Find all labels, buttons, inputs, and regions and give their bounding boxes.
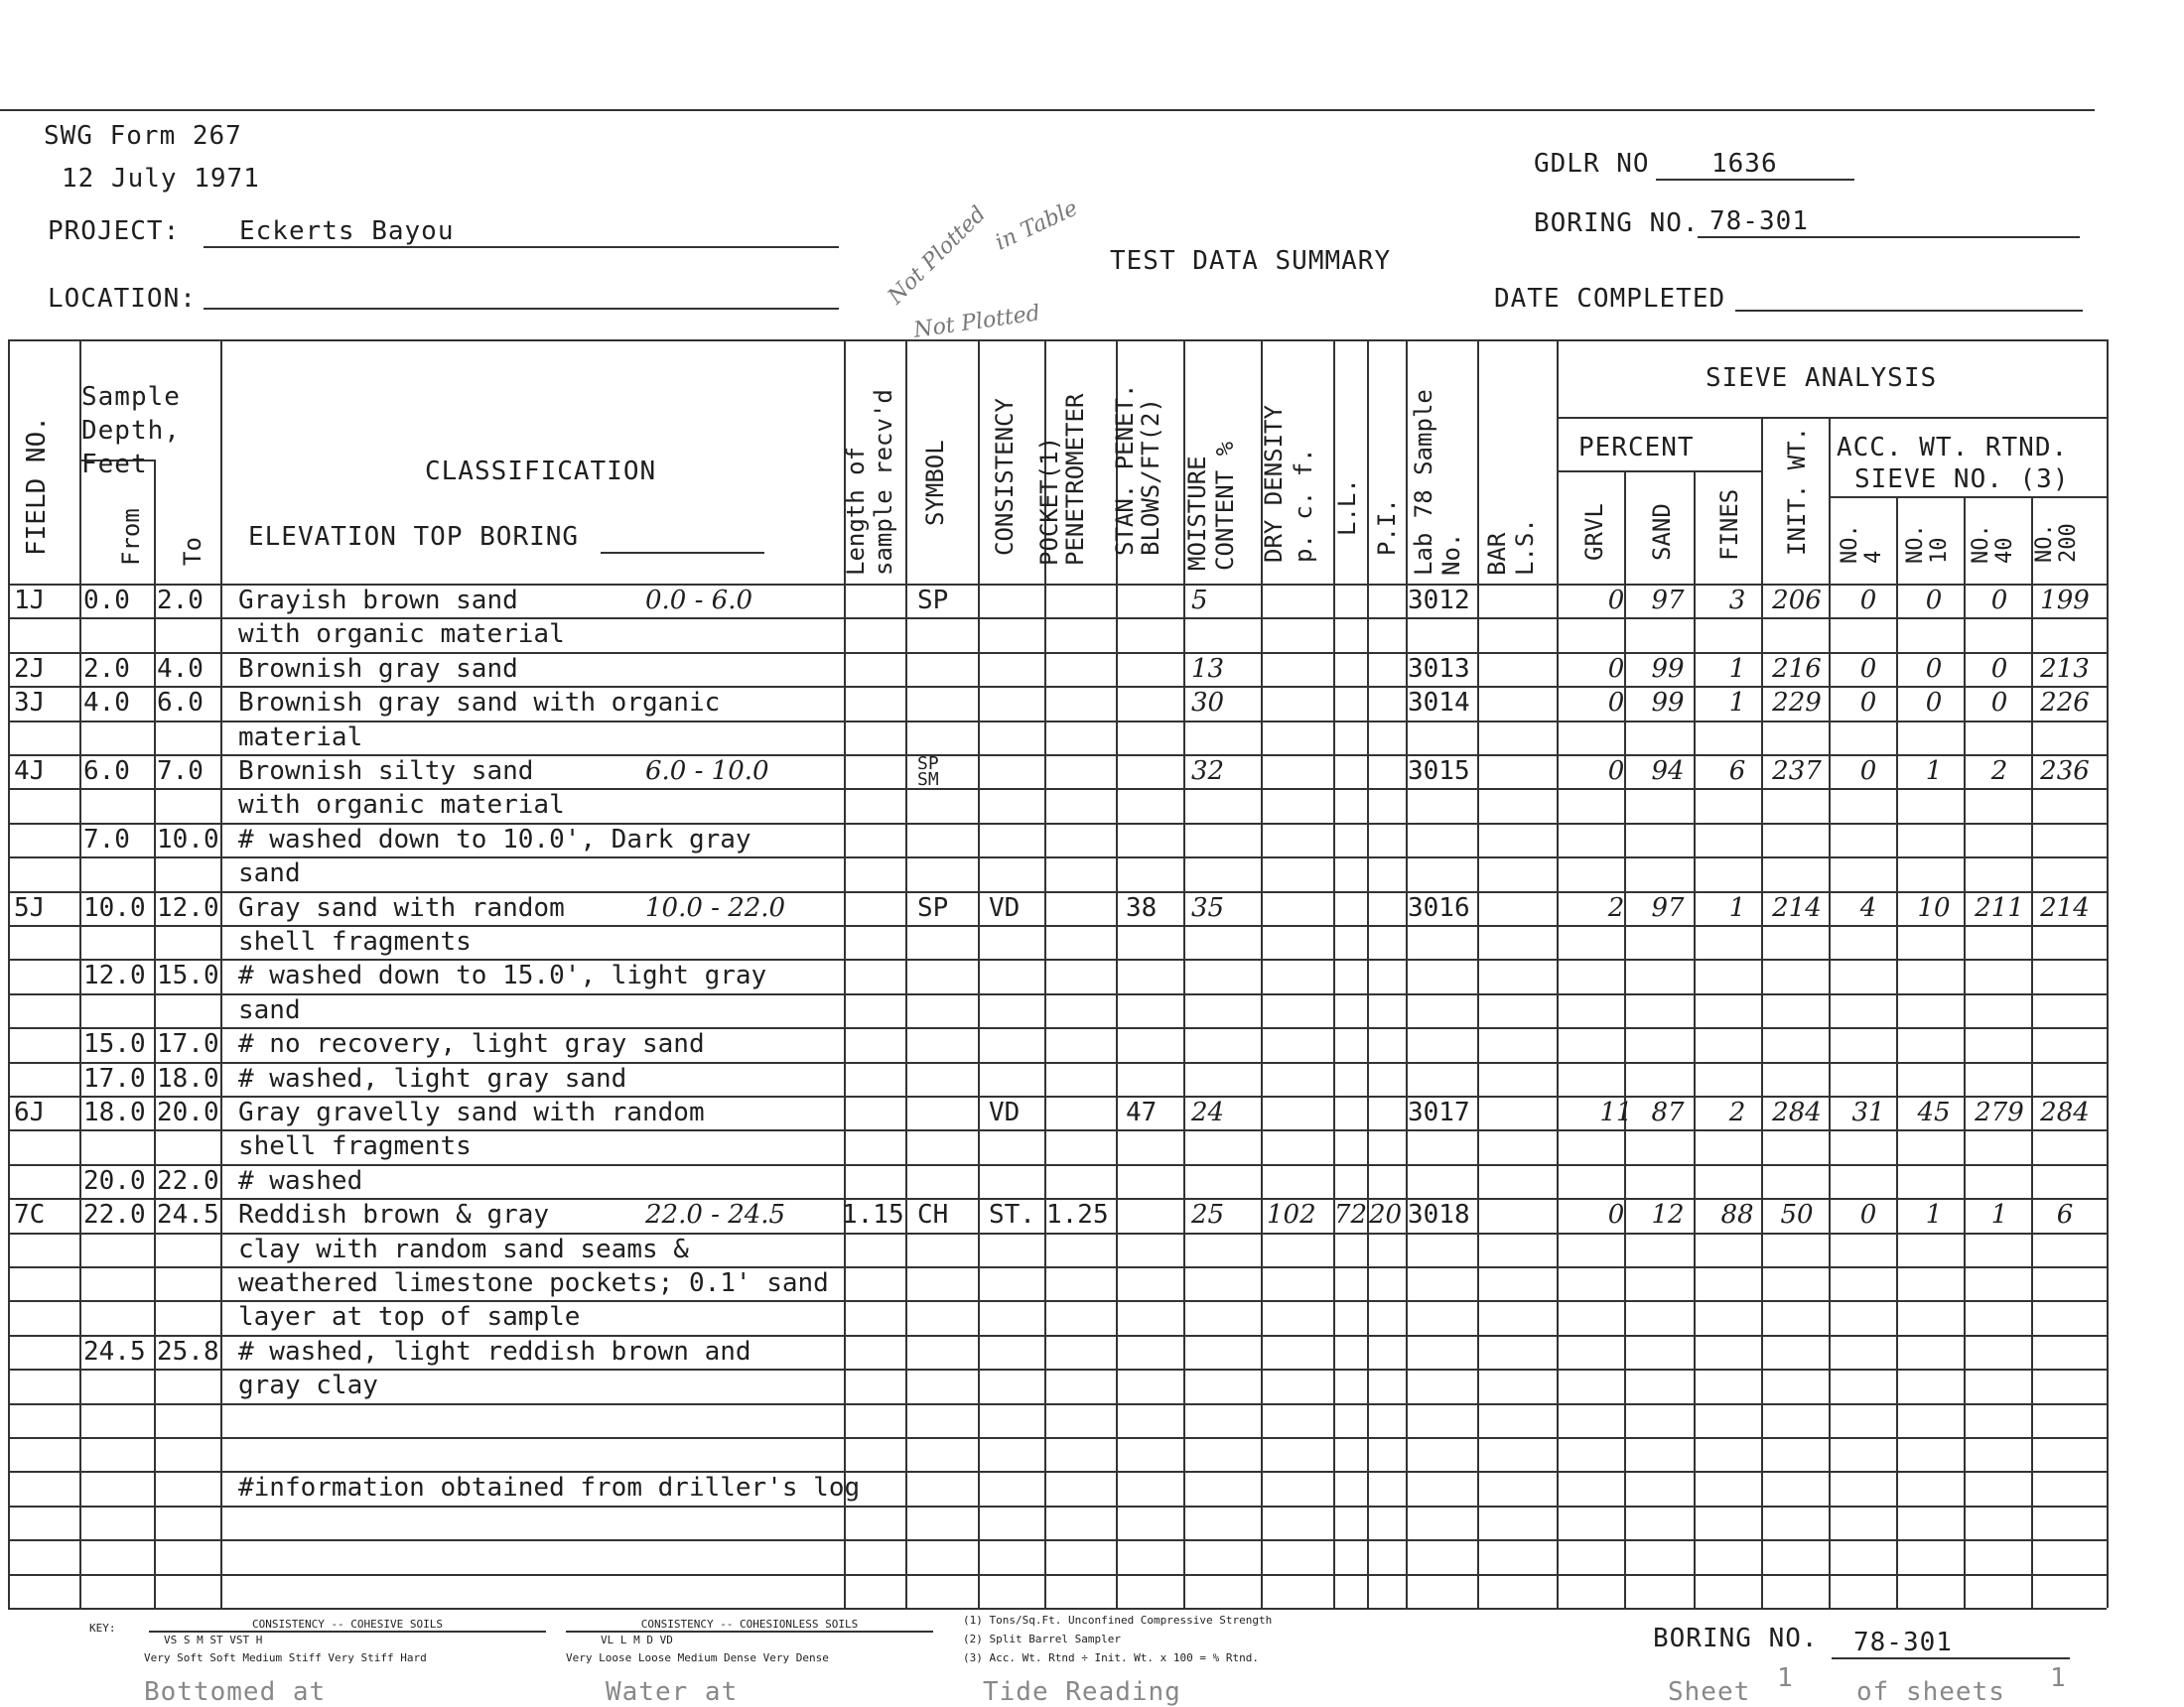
cell-cls: weathered limestone pockets; 0.1' sand (238, 1268, 829, 1298)
handwritten-note: Not Plotted (911, 301, 1042, 343)
header-lab-sample: Lab 78 Sample No. (1410, 389, 1465, 576)
cell-cls: Grayish brown sand (238, 586, 518, 615)
location-line (204, 308, 839, 310)
table-rule (1829, 417, 1831, 1608)
cell-dry: 102 (1267, 1200, 1316, 1231)
table-rule (1367, 339, 1369, 1608)
cell-from: 7.0 (83, 824, 130, 854)
cell-from: 20.0 (83, 1165, 146, 1196)
cell-stan: 47 (1126, 1098, 1158, 1127)
cell-n4: 0 (1859, 1200, 1877, 1231)
cell-depth-range-handwritten: 6.0 - 10.0 (645, 756, 769, 786)
cell-init: 206 (1772, 586, 1822, 615)
handwritten-note: Not Plotted (883, 201, 992, 310)
table-rule (8, 1574, 2107, 1576)
cell-grvl: 0 (1607, 1200, 1625, 1231)
table-rule (1557, 470, 1761, 472)
cell-n40: 279 (1975, 1098, 2024, 1127)
table-rule (1829, 496, 2107, 498)
header-percent: PERCENT (1578, 433, 1695, 462)
cell-cls: # washed, light reddish brown and (238, 1336, 751, 1367)
header-moisture: MOISTURE CONTENT % (1183, 441, 1239, 571)
table-rule (220, 339, 222, 1608)
cell-cls: # washed (238, 1165, 363, 1196)
cell-cls: Reddish brown & gray (238, 1200, 550, 1231)
cell-to: 20.0 (157, 1098, 219, 1127)
header-to: To (179, 537, 206, 566)
cell-n10: 1 (1925, 1200, 1943, 1231)
cell-to: 18.0 (157, 1063, 219, 1094)
cell-con: VD (989, 892, 1021, 923)
cell-mc: 32 (1191, 756, 1225, 786)
header-ll: L.L. (1333, 478, 1361, 536)
form-number: SWG Form 267 (44, 121, 242, 151)
cell-to: 2.0 (157, 586, 204, 615)
cell-n10: 45 (1917, 1098, 1951, 1127)
cell-to: 15.0 (157, 961, 219, 991)
cell-field: 6J (14, 1098, 46, 1127)
cell-sand: 99 (1651, 653, 1685, 684)
cell-init: 214 (1772, 892, 1822, 923)
cell-n4: 4 (1859, 892, 1877, 923)
table-rule (8, 1539, 2107, 1541)
header-length: Length of sample recv'd (842, 389, 897, 576)
cell-fines: 1 (1728, 892, 1746, 923)
cell-n40: 0 (1990, 688, 2008, 719)
cell-from: 12.0 (83, 961, 146, 991)
cell-cls: Gray gravelly sand with random (238, 1098, 705, 1127)
cell-con: VD (989, 1098, 1021, 1127)
cell-n4: 0 (1859, 688, 1877, 719)
cell-fines: 1 (1728, 653, 1746, 684)
table-rule (8, 339, 2107, 341)
key-note-2: (2) Split Barrel Sampler (963, 1633, 1121, 1645)
header-elevation: ELEVATION TOP BORING (248, 522, 580, 552)
cell-fines: 3 (1728, 586, 1746, 615)
header-field-no: FIELD NO. (22, 416, 52, 556)
cell-cls: # no recovery, light gray sand (238, 1029, 705, 1060)
boring-label: BORING NO. (1534, 208, 1700, 238)
cell-fines: 2 (1728, 1098, 1746, 1127)
header-sieve-no: SIEVE NO. (3) (1854, 464, 2070, 494)
cell-n200: 226 (2040, 688, 2090, 719)
header-no40: NO. 40 (1969, 524, 2017, 564)
header-from: From (117, 508, 145, 566)
cell-cls: # washed down to 15.0', light gray (238, 961, 767, 991)
table-rule (1477, 339, 1479, 1608)
cell-depth-range-handwritten: 22.0 - 24.5 (645, 1200, 786, 1231)
table-rule (8, 339, 10, 1608)
cell-field: 2J (14, 653, 46, 684)
cell-sand: 97 (1651, 586, 1685, 615)
cell-n40: 211 (1975, 892, 2024, 923)
tide-reading: Tide Reading (983, 1677, 1181, 1707)
cell-cls: with organic material (238, 790, 565, 821)
boring-value: 78-301 (1698, 206, 2080, 238)
cell-to: 4.0 (157, 653, 204, 684)
table-rule (8, 1437, 2107, 1439)
cell-cls: gray clay (238, 1371, 378, 1401)
cell-cls: # washed down to 10.0', Dark gray (238, 824, 751, 854)
cell-fines: 6 (1728, 756, 1746, 786)
cell-cls: material (238, 722, 363, 752)
header-consistency: CONSISTENCY (991, 398, 1019, 556)
cell-from: 15.0 (83, 1029, 146, 1060)
cell-cls: shell fragments (238, 927, 472, 957)
cell-to: 7.0 (157, 756, 204, 786)
cell-field: 7C (14, 1200, 46, 1231)
cell-cls: layer at top of sample (238, 1302, 581, 1333)
cell-field: 3J (14, 688, 46, 719)
cell-n10: 0 (1925, 688, 1943, 719)
cell-cls: shell fragments (238, 1131, 472, 1162)
cell-n4: 0 (1859, 586, 1877, 615)
cell-grvl: 0 (1607, 756, 1625, 786)
cell-sym: SP (917, 586, 949, 615)
cell-fines: 88 (1720, 1200, 1754, 1231)
table-rule (2107, 339, 2109, 1608)
header-grvl: GRVL (1580, 503, 1608, 561)
cell-n10: 1 (1925, 756, 1943, 786)
cell-cls: with organic material (238, 619, 565, 650)
table-rule (79, 339, 81, 1608)
cell-grvl: 11 (1599, 1098, 1633, 1127)
cell-cls: Gray sand with random (238, 892, 565, 923)
cell-depth-range-handwritten: 0.0 - 6.0 (645, 586, 753, 615)
header-pl: P.I. (1373, 498, 1401, 556)
cell-to: 10.0 (157, 824, 219, 854)
cell-mc: 5 (1191, 586, 1208, 615)
table-rule (8, 856, 2107, 858)
cell-n200: 213 (2040, 653, 2090, 684)
table-rule (154, 460, 156, 1608)
cell-from: 10.0 (83, 892, 146, 923)
footer-boring-label: BORING NO. (1653, 1624, 1819, 1653)
cell-stan: 38 (1126, 892, 1158, 923)
cell-grvl: 0 (1607, 586, 1625, 615)
cell-mc: 30 (1191, 688, 1225, 719)
cell-cls: # washed, light gray sand (238, 1063, 627, 1094)
cell-sand: 12 (1651, 1200, 1685, 1231)
table-rule (905, 339, 907, 1608)
key-cohesive-title: CONSISTENCY -- COHESIVE SOILS (149, 1618, 546, 1633)
cell-fines: 1 (1728, 688, 1746, 719)
cell-n4: 0 (1859, 653, 1877, 684)
cell-n10: 0 (1925, 653, 1943, 684)
key-cohesive-abbr: VS S M ST VST H (164, 1634, 263, 1646)
cell-from: 4.0 (83, 688, 130, 719)
cell-from: 0.0 (83, 586, 130, 615)
cell-grvl: 0 (1607, 653, 1625, 684)
cell-n10: 10 (1917, 892, 1951, 923)
cell-n200: 214 (2040, 892, 2090, 923)
table-rule (8, 993, 2107, 995)
table-rule (8, 1506, 2107, 1508)
cell-lab: 3014 (1408, 688, 1470, 719)
cell-n200: 199 (2040, 586, 2090, 615)
header-pocket: POCKET(1) PENETROMETER (1035, 393, 1089, 566)
cell-cls: #information obtained from driller's log (238, 1473, 861, 1504)
cell-init: 216 (1772, 653, 1822, 684)
cell-to: 12.0 (157, 892, 219, 923)
elevation-line (601, 552, 764, 554)
cell-from: 17.0 (83, 1063, 146, 1094)
key-note-3: (3) Acc. Wt. Rtnd ÷ Init. Wt. x 100 = % Rtnd. (963, 1651, 1260, 1664)
gdlr-value: 1636 (1656, 149, 1854, 181)
cell-from: 24.5 (83, 1336, 146, 1367)
cell-lab: 3013 (1408, 653, 1470, 684)
table-rule (1406, 339, 1408, 1608)
table-rule (8, 1608, 2107, 1610)
cell-n40: 0 (1990, 586, 2008, 615)
footer-boring-value: 78-301 (1832, 1628, 2070, 1659)
location-label: LOCATION: (48, 284, 197, 314)
cell-init: 229 (1772, 688, 1822, 719)
cell-con: ST. (989, 1200, 1035, 1231)
header-acc-wt: ACC. WT. RTND. (1837, 433, 2069, 462)
cell-cls: clay with random sand seams & (238, 1234, 689, 1264)
cell-sand: 97 (1651, 892, 1685, 923)
table-rule (8, 1403, 2107, 1405)
cell-cls: Brownish silty sand (238, 756, 534, 786)
form-date: 12 July 1971 (62, 164, 260, 194)
key-cohesionless-abbr: VL L M D VD (601, 1634, 673, 1646)
top-rule (0, 109, 2095, 111)
header-stan: STAN. PENET. BLOWS/FT(2) (1111, 383, 1164, 556)
header-sand: SAND (1648, 503, 1676, 561)
key-note-1: (1) Tons/Sq.Ft. Unconfined Compressive Strength (963, 1614, 1273, 1627)
cell-to: 17.0 (157, 1029, 219, 1060)
bottomed-at: Bottomed at (144, 1677, 327, 1707)
cell-n4: 31 (1851, 1098, 1885, 1127)
cell-sand: 87 (1651, 1098, 1685, 1127)
key-cohesionless-title: CONSISTENCY -- COHESIONLESS SOILS (566, 1618, 933, 1633)
cell-lab: 3016 (1408, 892, 1470, 923)
header-init-wt: INIT. WT. (1783, 426, 1811, 556)
cell-ll: 72 (1334, 1200, 1368, 1231)
cell-sym: SP SM (917, 753, 939, 790)
cell-mc: 13 (1191, 653, 1225, 684)
cell-pock: 1.25 (1046, 1200, 1109, 1231)
cell-depth-range-handwritten: 10.0 - 22.0 (645, 892, 786, 923)
cell-n200: 6 (2056, 1200, 2074, 1231)
key-cohesive-words: Very Soft Soft Medium Stiff Very Stiff Hard (144, 1651, 427, 1664)
cell-from: 18.0 (83, 1098, 146, 1127)
cell-sym: SP (917, 892, 949, 923)
cell-n4: 0 (1859, 756, 1877, 786)
cell-grvl: 0 (1607, 688, 1625, 719)
cell-to: 25.8 (157, 1336, 219, 1367)
project-label: PROJECT: (48, 216, 181, 246)
date-completed-label: DATE COMPLETED (1494, 284, 1726, 314)
of-sheets-label: of sheets (1856, 1677, 2005, 1707)
cell-n40: 1 (1990, 1200, 2008, 1231)
table-rule (1557, 339, 1559, 1608)
cell-n40: 0 (1990, 653, 2008, 684)
cell-mc: 25 (1191, 1200, 1225, 1231)
cell-mc: 24 (1191, 1098, 1225, 1127)
header-symbol: SYMBOL (921, 440, 949, 526)
cell-field: 1J (14, 586, 46, 615)
cell-init: 237 (1772, 756, 1822, 786)
cell-init: 284 (1772, 1098, 1822, 1127)
cell-field: 4J (14, 756, 46, 786)
cell-len: 1.15 (842, 1200, 904, 1231)
cell-n200: 236 (2040, 756, 2090, 786)
cell-sand: 99 (1651, 688, 1685, 719)
cell-n40: 2 (1990, 756, 2008, 786)
project-value: Eckerts Bayou (204, 216, 839, 248)
cell-pl: 20 (1369, 1200, 1403, 1231)
key-label: KEY: (89, 1622, 116, 1635)
table-rule (978, 339, 980, 1608)
cell-cls: Brownish gray sand with organic (238, 688, 721, 719)
sheet-number: 1 (1777, 1663, 1794, 1693)
cell-lab: 3017 (1408, 1098, 1470, 1127)
header-bar-ls: BAR L.S. (1483, 518, 1539, 576)
gdlr-label: GDLR NO (1534, 149, 1650, 179)
cell-cls: sand (238, 994, 301, 1025)
cell-sand: 94 (1651, 756, 1685, 786)
key-cohesionless-words: Very Loose Loose Medium Dense Very Dense (566, 1651, 829, 1664)
document-title: TEST DATA SUMMARY (1110, 246, 1392, 276)
header-no200: NO. 200 (2032, 523, 2081, 563)
cell-mc: 35 (1191, 892, 1225, 923)
sheets-total: 1 (2050, 1663, 2067, 1693)
cell-cls: Brownish gray sand (238, 653, 518, 684)
cell-from: 6.0 (83, 756, 130, 786)
cell-n10: 0 (1925, 586, 1943, 615)
cell-init: 50 (1780, 1200, 1814, 1231)
header-sieve-analysis: SIEVE ANALYSIS (1706, 363, 1938, 393)
header-dry-density: DRY DENSITY p. c. f. (1260, 405, 1317, 563)
cell-from: 2.0 (83, 653, 130, 684)
cell-lab: 3015 (1408, 756, 1470, 786)
header-classification: CLASSIFICATION (425, 457, 657, 486)
cell-lab: 3012 (1408, 586, 1470, 615)
water-at: Water at (606, 1677, 739, 1707)
cell-n200: 284 (2040, 1098, 2090, 1127)
cell-from: 22.0 (83, 1200, 146, 1231)
cell-grvl: 2 (1607, 892, 1625, 923)
cell-sym: CH (917, 1200, 949, 1231)
cell-field: 5J (14, 892, 46, 923)
cell-to: 6.0 (157, 688, 204, 719)
cell-cls: sand (238, 858, 301, 889)
cell-to: 22.0 (157, 1165, 219, 1196)
table-rule (1557, 417, 2107, 419)
header-no10: NO. 10 (1903, 524, 1952, 564)
header-no4: NO. 4 (1838, 524, 1886, 564)
handwritten-note: in Table (991, 196, 1082, 256)
header-sample-depth: Sample Depth, Feet (81, 382, 181, 479)
date-completed-line (1735, 310, 2083, 312)
cell-to: 24.5 (157, 1200, 219, 1231)
header-fines: FINES (1715, 488, 1743, 561)
cell-lab: 3018 (1408, 1200, 1470, 1231)
sheet-label: Sheet (1668, 1677, 1751, 1707)
